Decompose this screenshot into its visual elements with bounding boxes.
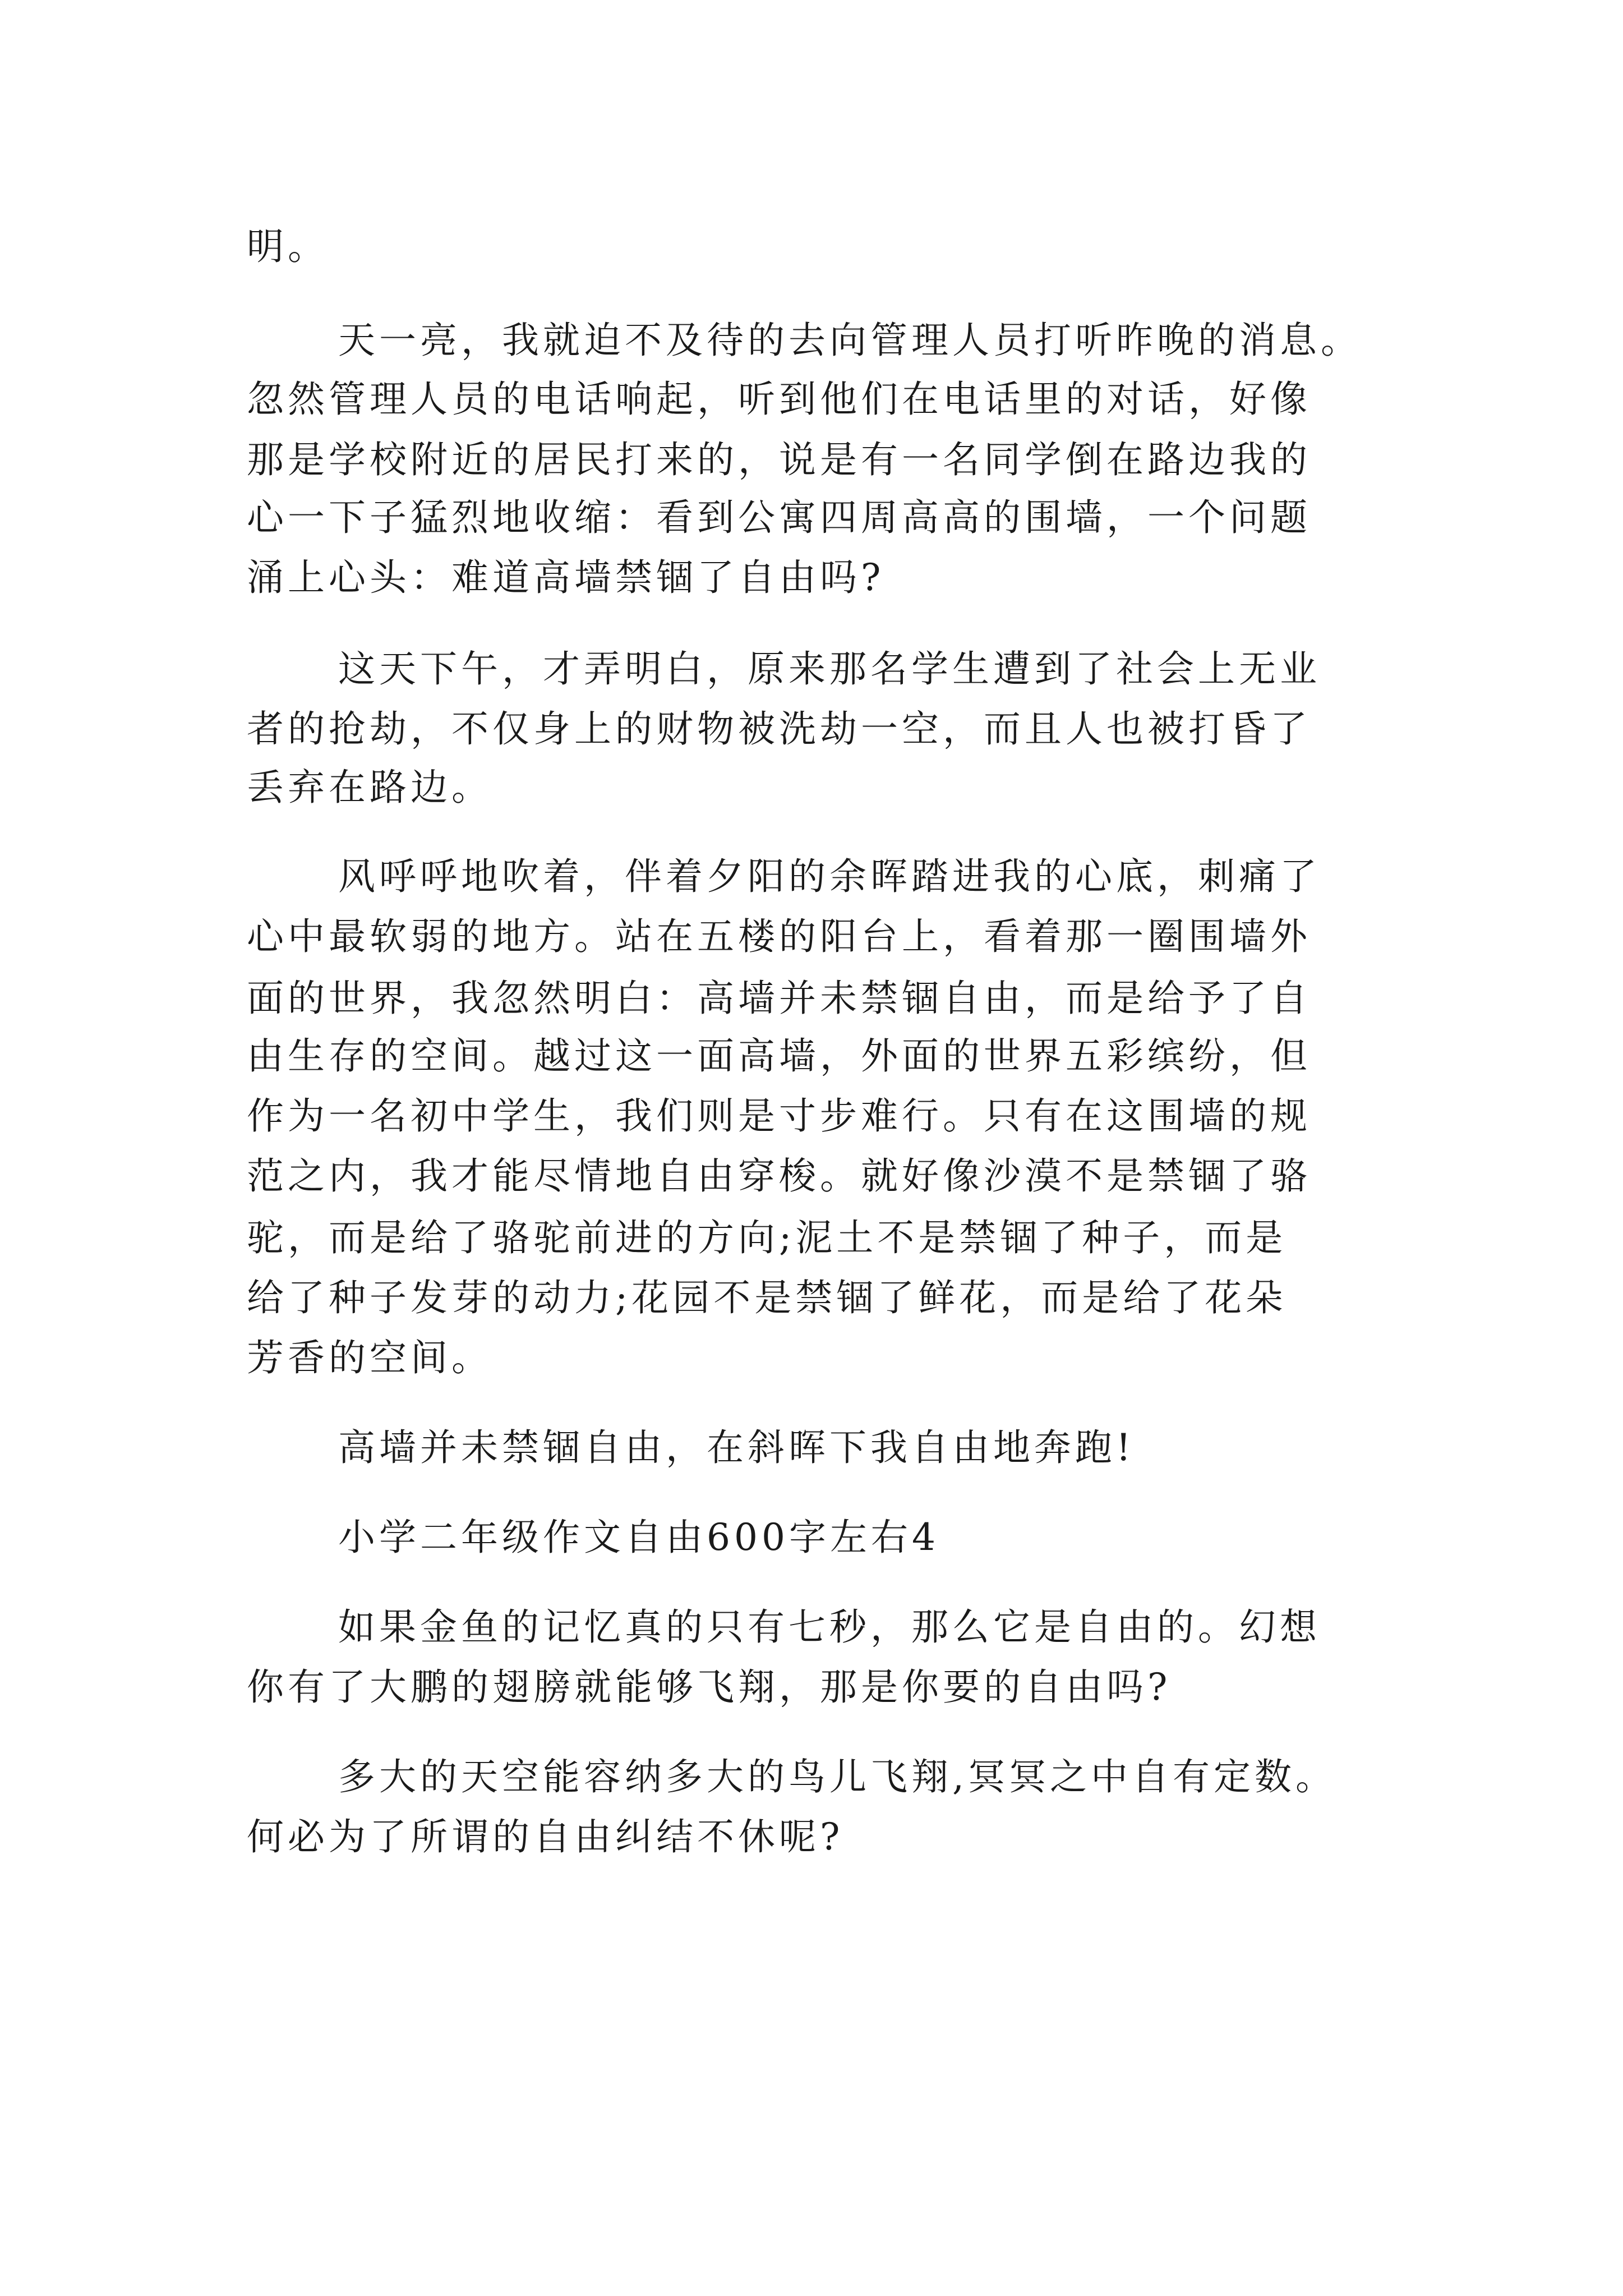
- text-line-16: 驼，而是给了骆驼前进的方向;泥土不是禁锢了种子，而是: [247, 1216, 1287, 1259]
- text-line-1: 明。: [247, 225, 329, 268]
- text-line-18: 芳香的空间。: [247, 1336, 492, 1379]
- text-line-11: 心中最软弱的地方。站在五楼的阳台上，看着那一圈围墙外: [247, 915, 1311, 958]
- text-line-15: 范之内，我才能尽情地自由穿梭。就好像沙漠不是禁锢了骆: [247, 1154, 1311, 1198]
- text-line-17: 给了种子发芽的动力;花园不是禁锢了鲜花，而是给了花朵: [247, 1276, 1287, 1319]
- paragraph-line-21: 如果金鱼的记忆真的只有七秒，那么它是自由的。幻想: [338, 1605, 1321, 1649]
- section-heading: 小学二年级作文自由600字左右4: [338, 1516, 939, 1559]
- paragraph-line-19: 高墙并未禁锢自由，在斜晖下我自由地奔跑!: [338, 1426, 1135, 1469]
- text-line-3: 忽然管理人员的电话响起，听到他们在电话里的对话，好像: [247, 378, 1311, 421]
- text-line-4: 那是学校附近的居民打来的，说是有一名同学倒在路边我的: [247, 438, 1311, 481]
- paragraph-line-10: 风呼呼地吹着，伴着夕阳的余晖踏进我的心底，刺痛了: [338, 855, 1321, 898]
- text-line-9: 丢弃在路边。: [247, 766, 492, 809]
- paragraph-line-7: 这天下午，才弄明白，原来那名学生遭到了社会上无业: [338, 647, 1321, 691]
- text-line-13: 由生存的空间。越过这一面高墙，外面的世界五彩缤纷，但: [247, 1034, 1311, 1078]
- text-line-6: 涌上心头：难道高墙禁锢了自由吗?: [247, 556, 885, 599]
- paragraph-line-2: 天一亮，我就迫不及待的去向管理人员打听昨晚的消息。: [338, 319, 1362, 362]
- text-line-24: 何必为了所谓的自由纠结不休呢?: [247, 1815, 844, 1858]
- text-line-14: 作为一名初中学生，我们则是寸步难行。只有在这围墙的规: [247, 1094, 1311, 1138]
- text-line-5: 心一下子猛烈地收缩：看到公寓四周高高的围墙，一个问题: [247, 496, 1311, 539]
- text-line-22: 你有了大鹏的翅膀就能够飞翔，那是你要的自由吗?: [247, 1665, 1172, 1709]
- text-line-12: 面的世界，我忽然明白：高墙并未禁锢自由，而是给予了自: [247, 977, 1311, 1020]
- text-line-8: 者的抢劫，不仅身上的财物被洗劫一空，而且人也被打昏了: [247, 707, 1311, 751]
- paragraph-line-23: 多大的天空能容纳多大的鸟儿飞翔,冥冥之中自有定数。: [338, 1755, 1336, 1798]
